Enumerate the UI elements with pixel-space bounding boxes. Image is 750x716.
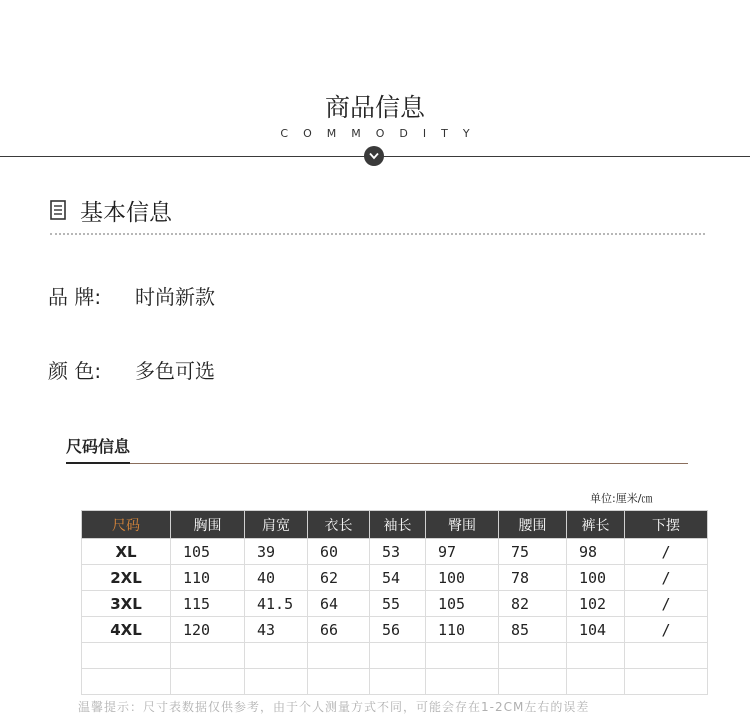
table-cell: 53 xyxy=(370,539,426,565)
chevron-down-icon xyxy=(364,146,384,166)
table-cell xyxy=(171,643,245,669)
table-cell xyxy=(82,669,171,695)
size-title-underline xyxy=(66,462,130,464)
column-header: 胸围 xyxy=(171,511,245,539)
column-header: 腰围 xyxy=(499,511,567,539)
table-cell: 100 xyxy=(567,565,625,591)
table-row xyxy=(82,539,708,565)
table-cell: 104 xyxy=(567,617,625,643)
table-cell: 40 xyxy=(245,565,308,591)
table-cell: 75 xyxy=(499,539,567,565)
table-cell: 55 xyxy=(370,591,426,617)
table-cell xyxy=(308,669,370,695)
table-cell: 64 xyxy=(308,591,370,617)
table-row xyxy=(82,565,708,591)
table-cell: / xyxy=(625,565,708,591)
table-header-row xyxy=(82,511,708,539)
table-cell xyxy=(499,669,567,695)
table-cell: 82 xyxy=(499,591,567,617)
table-cell: 105 xyxy=(426,591,499,617)
document-icon xyxy=(50,200,66,220)
table-cell: 115 xyxy=(171,591,245,617)
table-cell: 4XL xyxy=(82,617,171,643)
table-cell: 39 xyxy=(245,539,308,565)
unit-label: 单位:厘米/㎝ xyxy=(590,492,653,505)
table-cell xyxy=(625,669,708,695)
brand-label: 品 牌: xyxy=(48,285,102,309)
table-cell: 85 xyxy=(499,617,567,643)
table-cell: / xyxy=(625,539,708,565)
column-header: 袖长 xyxy=(370,511,426,539)
table-cell: 100 xyxy=(426,565,499,591)
table-row xyxy=(82,617,708,643)
table-cell xyxy=(82,643,171,669)
table-cell: 105 xyxy=(171,539,245,565)
size-section-title: 尺码信息 xyxy=(66,437,131,456)
table-cell: 110 xyxy=(426,617,499,643)
color-value: 多色可选 xyxy=(135,359,215,383)
table-cell xyxy=(308,643,370,669)
column-header: 尺码 xyxy=(82,511,171,539)
table-cell: 97 xyxy=(426,539,499,565)
table-cell xyxy=(426,643,499,669)
table-row xyxy=(82,591,708,617)
size-divider xyxy=(130,463,688,464)
table-cell: 54 xyxy=(370,565,426,591)
table-cell: 3XL xyxy=(82,591,171,617)
table-cell: 56 xyxy=(370,617,426,643)
table-cell: 110 xyxy=(171,565,245,591)
brand-value: 时尚新款 xyxy=(135,285,215,309)
table-cell: 78 xyxy=(499,565,567,591)
table-cell: 66 xyxy=(308,617,370,643)
column-header: 臀围 xyxy=(426,511,499,539)
table-cell: 120 xyxy=(171,617,245,643)
table-cell xyxy=(499,643,567,669)
column-header: 衣长 xyxy=(308,511,370,539)
section-title: 基本信息 xyxy=(80,200,172,226)
table-cell xyxy=(171,669,245,695)
table-cell xyxy=(245,643,308,669)
table-cell xyxy=(426,669,499,695)
color-label: 颜 色: xyxy=(48,359,102,383)
table-cell: 102 xyxy=(567,591,625,617)
table-cell: 41.5 xyxy=(245,591,308,617)
table-cell: 2XL xyxy=(82,565,171,591)
page-subtitle: COMMODITY xyxy=(280,127,485,140)
table-cell xyxy=(625,643,708,669)
column-header: 裤长 xyxy=(567,511,625,539)
column-header: 下摆 xyxy=(625,511,708,539)
table-cell: XL xyxy=(82,539,171,565)
table-cell: 62 xyxy=(308,565,370,591)
size-table xyxy=(81,510,708,695)
table-cell xyxy=(567,669,625,695)
table-cell xyxy=(370,669,426,695)
table-cell: 43 xyxy=(245,617,308,643)
table-cell: 98 xyxy=(567,539,625,565)
table-cell xyxy=(567,643,625,669)
dotted-divider xyxy=(50,233,705,235)
table-cell: / xyxy=(625,591,708,617)
table-row xyxy=(82,643,708,669)
footnote: 温馨提示：尺寸表数据仅供参考，由于个人测量方式不同，可能会存在1-2CM左右的误差 xyxy=(78,700,590,714)
table-cell: / xyxy=(625,617,708,643)
page-title: 商品信息 xyxy=(324,93,425,122)
table-cell: 60 xyxy=(308,539,370,565)
table-cell xyxy=(370,643,426,669)
column-header: 肩宽 xyxy=(245,511,308,539)
table-cell xyxy=(245,669,308,695)
table-row xyxy=(82,669,708,695)
